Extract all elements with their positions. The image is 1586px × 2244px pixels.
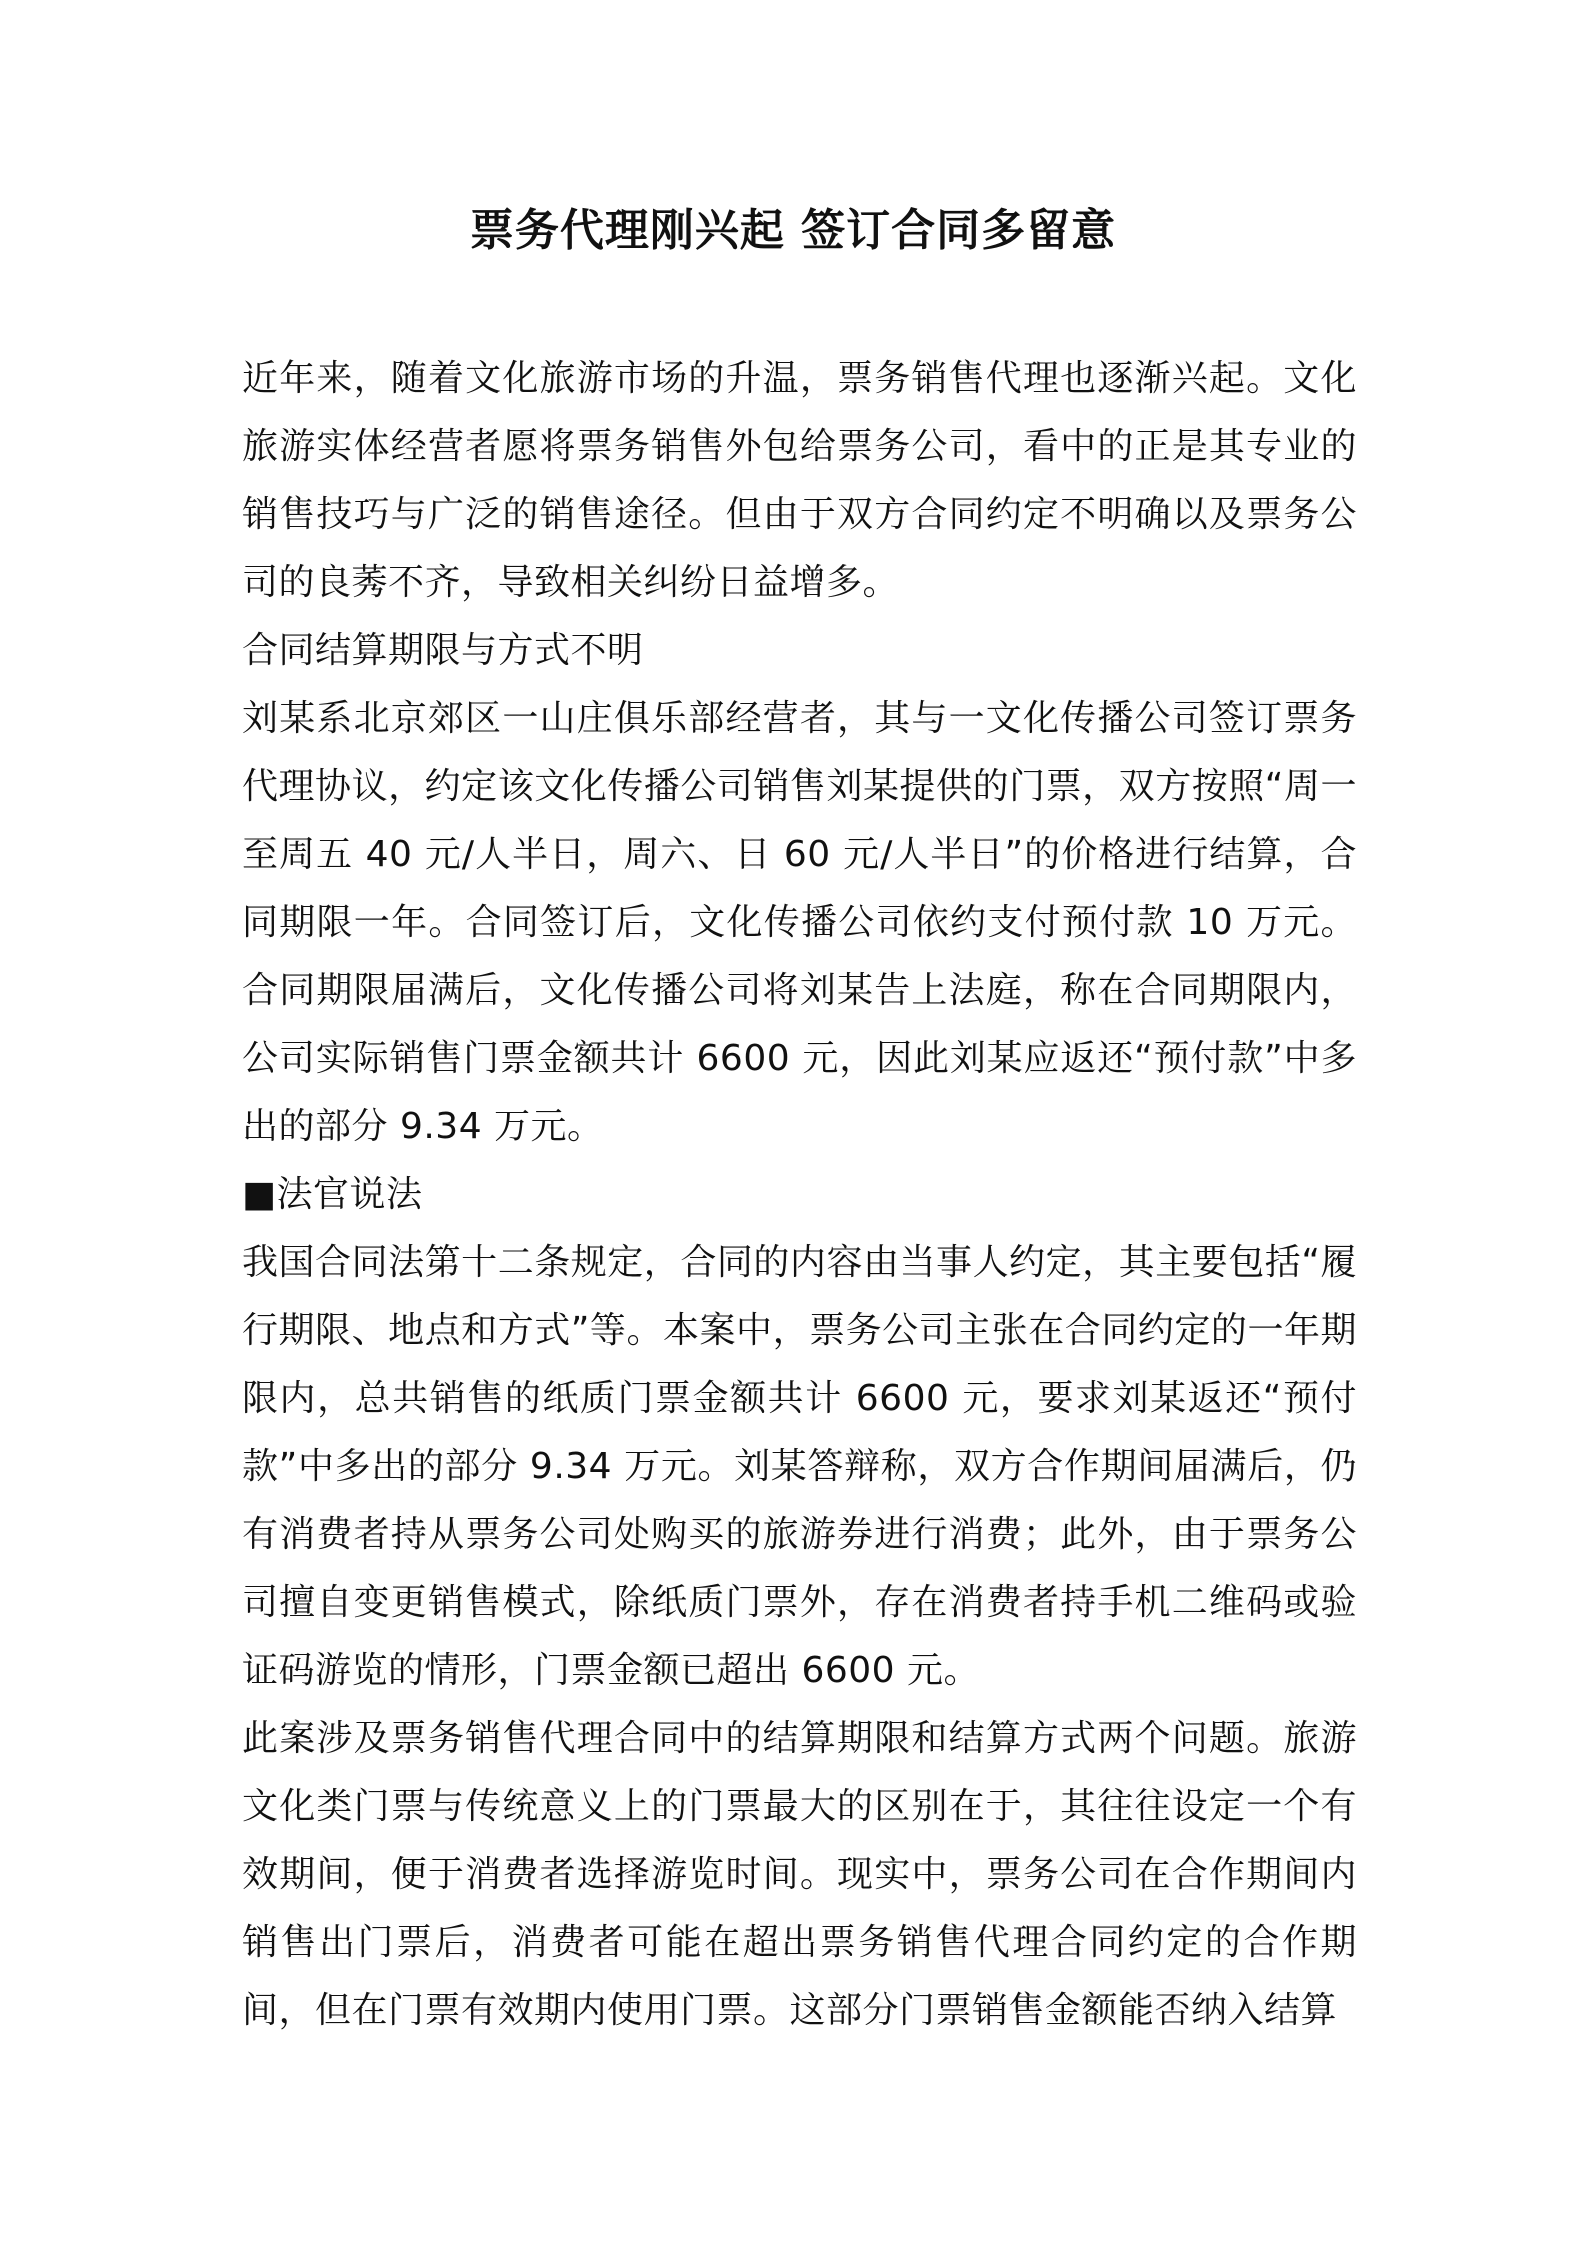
paragraph-analysis: 此案涉及票务销售代理合同中的结算期限和结算方式两个问题。旅游文化类门票与传统意义上的门票最大的区别在于，其往往设定一个有效期间，便于消费者选择游览时间。现实中，票务公司在合作期间内销售出门票后，消费者可能在超出票务销售代理合同约定的合作期间，但在门票有效期内使用门票。这部分门票销售金额能否纳入结算 [242,1718,1357,2031]
document-body [242,345,1357,2045]
paragraph-intro: 近年来，随着文化旅游市场的升温，票务销售代理也逐渐兴起。文化旅游实体经营者愿将票务销售外包给票务公司，看中的正是其专业的销售技巧与广泛的销售途径。但由于双方合同约定不明确以及票务公司的良莠不齐，导致相关纠纷日益增多。 [242,358,1357,603]
section-heading-judge: ■法官说法 [242,1174,423,1215]
paragraph-case: 刘某系北京郊区一山庄俱乐部经营者，其与一文化传播公司签订票务代理协议，约定该文化传播公司销售刘某提供的门票，双方按照“周一至周五 40 元/人半日，周六、日 60 元/人半日”的价格进行结算，合同期限一年。合同签订后，文化传播公司依约支付预付款 10 万元。合同期限届满后，文化传播公司将刘某告上法庭，称在合同期限内，公司实际销售门票金额共计 6600 元，因此刘某应返还“预付款”中多出的部分 9.34 万元。 [242,698,1357,1147]
section-heading-settlement: 合同结算期限与方式不明 [242,630,644,671]
paragraph-law: 我国合同法第十二条规定，合同的内容由当事人约定，其主要包括“履行期限、地点和方式”等。本案中，票务公司主张在合同约定的一年期限内，总共销售的纸质门票金额共计 6600 元，要求刘某返还“预付款”中多出的部分 9.34 万元。刘某答辩称，双方合作期间届满后，仍有消费者持从票务公司处购买的旅游券进行消费；此外，由于票务公司擅自变更销售模式，除纸质门票外，存在消费者持手机二维码或验证码游览的情形，门票金额已超出 6600 元。 [242,1242,1357,1691]
document-title: 票务代理刚兴起 签订合同多留意 [469,205,1117,256]
